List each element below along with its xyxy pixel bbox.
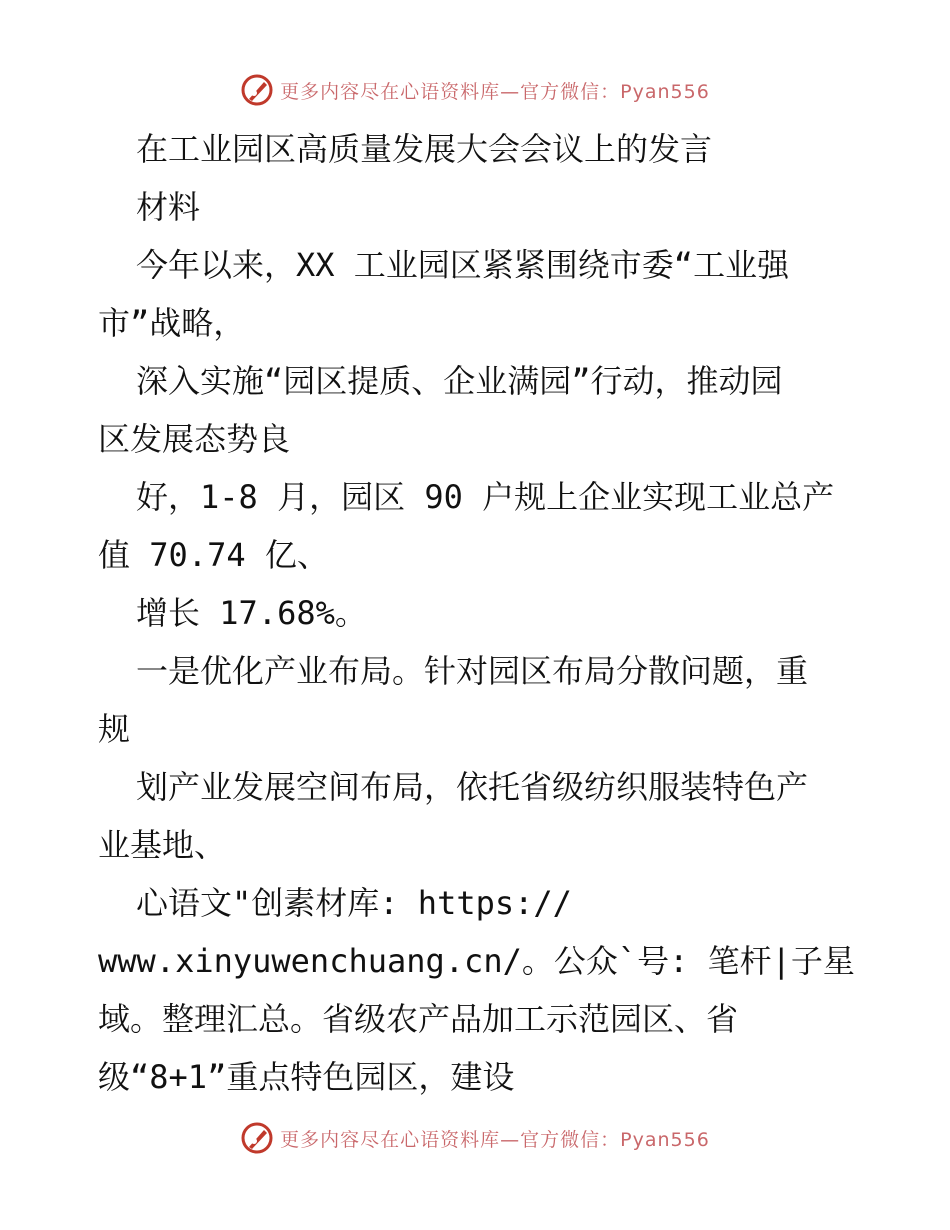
paragraph-line: 区发展态势良 bbox=[98, 420, 291, 458]
paragraph-line: 增长 17.68%。 bbox=[136, 594, 367, 632]
header-banner-text: 更多内容尽在心语资料库—官方微信：Pyan556 bbox=[280, 80, 710, 103]
pen-seal-logo-icon bbox=[240, 1121, 274, 1155]
document-body bbox=[98, 120, 858, 1106]
paragraph-line: 业基地、 bbox=[98, 826, 227, 864]
paragraph-line: 好，1-8 月，园区 90 户规上企业实现工业总产 bbox=[136, 478, 835, 516]
paragraph-line: 规 bbox=[98, 710, 131, 748]
paragraph-line: 深入实施“园区提质、企业满园”行动，推动园 bbox=[136, 362, 783, 400]
paragraph-line: 一是优化产业布局。针对园区布局分散问题，重 bbox=[136, 652, 809, 690]
pen-seal-logo-icon bbox=[240, 73, 274, 107]
paragraph-line: 市”战略， bbox=[98, 304, 246, 342]
paragraph-line: 值 70.74 亿、 bbox=[98, 536, 329, 574]
paragraph-line: 级“8+1”重点特色园区，建设 bbox=[98, 1058, 515, 1096]
paragraph-line: 域。整理汇总。省级农产品加工示范园区、省 bbox=[98, 1000, 739, 1038]
doc-title-line-2: 材料 bbox=[136, 188, 201, 226]
paragraph-line: 心语文"创素材库: https:// bbox=[136, 884, 572, 922]
header-banner bbox=[0, 70, 950, 110]
footer-banner-text: 更多内容尽在心语资料库—官方微信：Pyan556 bbox=[280, 1128, 710, 1151]
doc-title-line-1: 在工业园区高质量发展大会会议上的发言 bbox=[136, 130, 713, 168]
paragraph-line: 今年以来，XX 工业园区紧紧围绕市委“工业强 bbox=[136, 246, 790, 284]
paragraph-line: www.xinyuwenchuang.cn/。公众`号: 笔杆|子星 bbox=[98, 942, 855, 980]
paragraph-line: 划产业发展空间布局，依托省级纺织服装特色产 bbox=[136, 768, 809, 806]
footer-banner bbox=[0, 1118, 950, 1158]
